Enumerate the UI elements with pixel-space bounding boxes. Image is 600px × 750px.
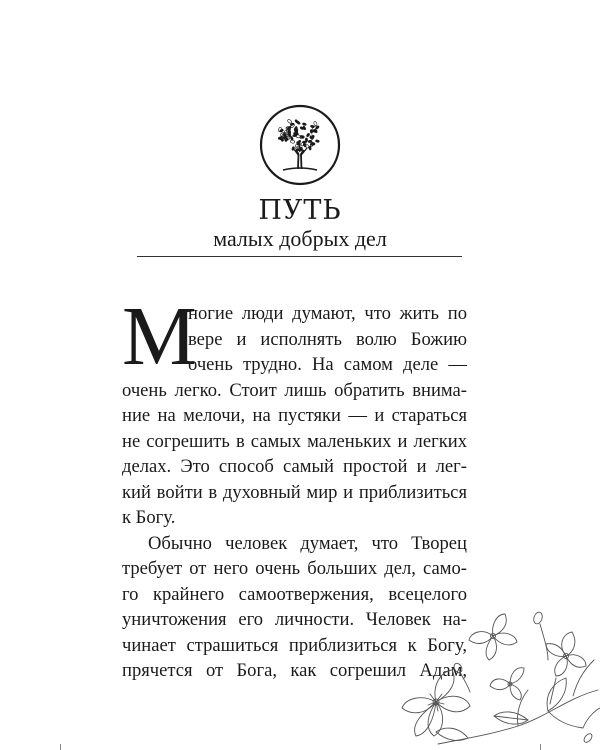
title-divider	[137, 256, 462, 257]
text-line: чинает страшиться приблизиться к Богу,	[122, 634, 467, 656]
text-line: требует от него очень больших дел, само-	[122, 558, 467, 579]
text-line: к Богу.	[122, 507, 176, 528]
text-line: делах. Это способ самый простой и лег-	[122, 456, 467, 477]
tree-in-circle-icon	[259, 104, 341, 186]
crop-mark	[540, 744, 541, 750]
text-line: вере и исполнять волю Божию	[188, 328, 467, 350]
text-line: очень трудно. На самом деле —	[188, 354, 467, 375]
opening-paragraph-start	[122, 290, 467, 383]
text-line: Обычно человек думает, что Творец	[148, 532, 467, 554]
text-line: уничтожения его личности. Человек на-	[122, 609, 467, 630]
text-line: ние на мелочи, на пустяки — и стараться	[122, 405, 467, 426]
text-line: прячется от Бога, как согрешил Адам,	[122, 660, 467, 681]
blossom-branch-illustration	[398, 598, 600, 750]
text-line: очень легко. Стоит лишь обратить внима-	[122, 379, 467, 401]
chapter-title: ПУТЬ	[258, 195, 342, 226]
text-line: кий войти в духовный мир и приблизиться	[122, 481, 467, 503]
text-line: ногие люди думают, что жить по	[188, 303, 467, 324]
crop-mark	[60, 744, 61, 750]
chapter-subtitle: малых добрых дел	[213, 226, 387, 251]
drop-cap: М	[122, 290, 197, 383]
text-line: го крайнего самоотвержения, всецелого	[122, 583, 467, 605]
text-line: не согрешить в самых маленьких и легких	[122, 430, 467, 452]
